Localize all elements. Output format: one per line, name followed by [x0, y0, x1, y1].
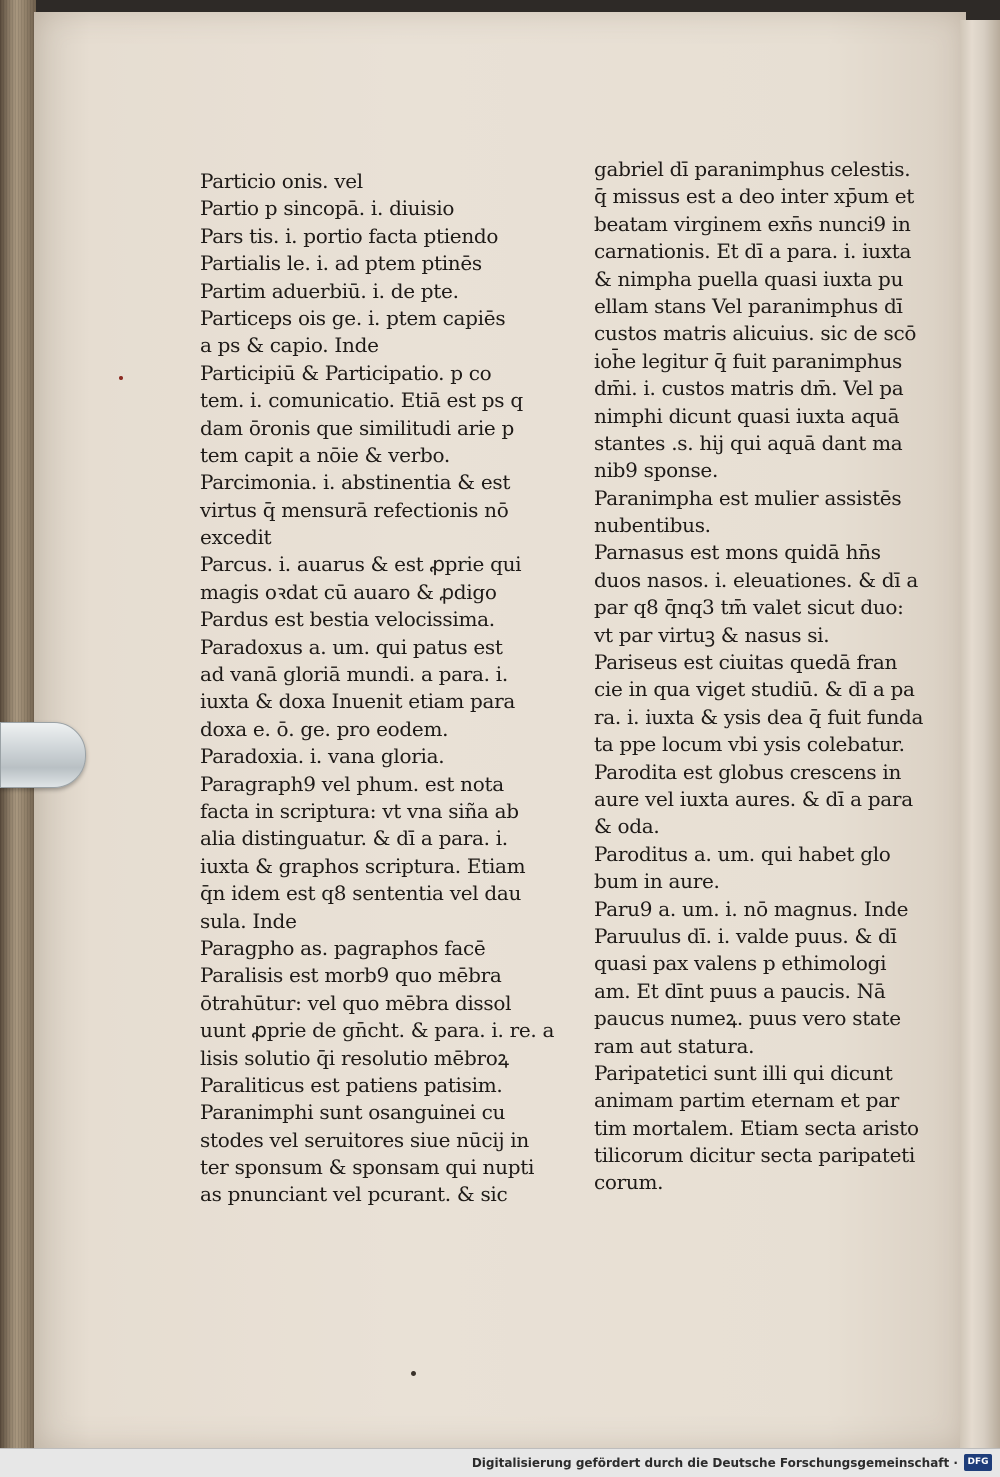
right-text-column	[594, 156, 924, 1197]
left-column-line: Paragpho as. pagraphos facē	[200, 935, 486, 960]
left-column-line: Particeps ois ge. i. ptem capiēs	[200, 305, 506, 330]
left-column-line: lisis solutio q̄i resolutio mēbroꝝ	[200, 1045, 509, 1070]
left-column-line: stodes vel seruitores siue nūcij in	[200, 1127, 529, 1152]
right-column-line: Paranimpha est mulier assistēs	[594, 485, 902, 510]
left-column-line: Paranimphi sunt osanguinei cu	[200, 1100, 506, 1125]
right-column-line: paucus numeꝝ. puus vero state	[594, 1006, 901, 1031]
left-column-line: iuxta & graphos scriptura. Etiam	[200, 853, 526, 878]
left-column-line: Pars tis. i. portio facta ptiendo	[200, 223, 499, 248]
right-column-line: stantes .s. hij qui aquā dant ma	[594, 430, 903, 455]
left-column-line: sula. Inde	[200, 908, 297, 933]
right-column-line: animam partim eternam et par	[594, 1088, 899, 1113]
left-column-line: Paralisis est morb9 quo mēbra	[200, 963, 502, 988]
right-column-line: & nimpha puella quasi iuxta pu	[594, 266, 904, 291]
footer-bar	[0, 1448, 1000, 1477]
left-column-line: Particio onis. vel	[200, 169, 363, 193]
left-column-line: Paradoxia. i. vana gloria.	[200, 744, 445, 769]
left-column-line: virtus q̄ mensurā refectionis nō	[200, 497, 509, 522]
right-column-line: quasi pax valens p ethimologi	[594, 951, 887, 976]
right-column-line: & oda.	[594, 814, 660, 839]
right-column-line: nib9 sponse.	[594, 458, 719, 483]
right-column-line: Paroditus a. um. qui habet glo	[594, 841, 891, 866]
right-column-line: ram aut statura.	[594, 1033, 755, 1058]
right-column-line: corum.	[594, 1170, 664, 1195]
ink-speck	[119, 376, 123, 380]
right-column-line: Paripatetici sunt illi qui dicunt	[594, 1060, 893, 1085]
left-column-line: Partialis le. i. ad ptem ptinēs	[200, 251, 482, 276]
right-column-line: Pariseus est ciuitas quedā fran	[594, 650, 898, 675]
left-column-line: tem capit a nōie & verbo.	[200, 442, 450, 467]
left-column-line: Paraliticus est patiens patisim.	[200, 1072, 503, 1097]
left-column-line: as pnunciant vel pcurant. & sic	[200, 1182, 508, 1207]
right-column-line: ta ppe locum vbi ysis colebatur.	[594, 732, 905, 757]
adjacent-page-bleed	[966, 120, 1000, 880]
page-clip-tab[interactable]	[0, 722, 86, 788]
left-column-line: uunt ꝓprie de gn̄cht. & para. i. re. a	[200, 1018, 555, 1043]
left-column-line: q̄n idem est q8 sententia vel dau	[200, 881, 522, 906]
right-column-line: cie in qua viget studiū. & dī a pa	[594, 677, 915, 702]
left-column-line: facta in scriptura: vt vna siña ab	[200, 798, 519, 823]
right-column-line: tilicorum dicitur secta paripateti	[594, 1143, 916, 1168]
right-column-line: gabriel dī paranimphus celestis.	[594, 157, 911, 181]
right-column-line: am. Et dīnt puus a paucis. Nā	[594, 978, 886, 1003]
right-column-line: duos nasos. i. eleuationes. & dī a	[594, 567, 919, 592]
left-column-line: dam ōronis que similitudi arie p	[200, 415, 515, 440]
left-column-line: Partio p sincopā. i. diuisio	[200, 196, 455, 221]
left-column-line: Parcus. i. auarus & est ꝓprie qui	[200, 552, 522, 577]
right-column-line: custos matris alicuius. sic de scō	[594, 321, 917, 346]
right-column-line: ra. i. iuxta & ysis dea q̄ fuit funda	[594, 704, 924, 729]
right-column-line: par q8 q̄nq3 tm̄ valet sicut duo:	[594, 595, 904, 620]
left-column-line: excedit	[200, 525, 272, 550]
right-column-line: Parnasus est mons quidā hn̄s	[594, 540, 881, 565]
left-text-column	[200, 168, 555, 1209]
left-column-line: ter sponsum & sponsam qui nupti	[200, 1155, 535, 1180]
right-column-line: beatam virginem exn̄s nunci9 in	[594, 211, 911, 236]
dfg-logo-icon: DFG	[964, 1454, 992, 1471]
right-column-line: tim mortalem. Etiam secta aristo	[594, 1115, 919, 1140]
right-column-line: nubentibus.	[594, 513, 711, 538]
right-column-line: carnationis. Et dī a para. i. iuxta	[594, 239, 912, 264]
left-column-line: Partim aduerbiū. i. de pte.	[200, 278, 459, 303]
left-column-line: ad vanā gloriā mundi. a para. i.	[200, 662, 508, 687]
right-column-line: q̄ missus est a deo inter xp̄um et	[594, 184, 914, 209]
left-column-line: Paragraph9 vel phum. est nota	[200, 771, 504, 796]
right-column-line: Paruulus dī. i. valde puus. & dī	[594, 923, 897, 948]
right-column-line: nimphi dicunt quasi iuxta aquā	[594, 403, 900, 428]
left-column-line: doxa e. ō. ge. pro eodem.	[200, 716, 449, 741]
funding-notice: Digitalisierung gefördert durch die Deutsche Forschungsgemeinschaft ·	[471, 1456, 958, 1470]
right-column-line: bum in aure.	[594, 869, 720, 894]
left-column-line: alia distinguatur. & dī a para. i.	[200, 826, 508, 851]
left-column-line: iuxta & doxa Inuenit etiam para	[200, 689, 516, 714]
left-column-line: Participiū & Participatio. p co	[200, 360, 492, 385]
left-column-line: tem. i. comunicatio. Etiā est ps q	[200, 388, 523, 413]
right-column-line: Parodita est globus crescens in	[594, 759, 902, 784]
left-column-line: Paradoxus a. um. qui patus est	[200, 634, 503, 659]
right-column-line: Paru9 a. um. i. nō magnus. Inde	[594, 896, 909, 921]
right-column-line: dm̄i. i. custos matris dm̄. Vel pa	[594, 376, 904, 401]
right-column-line: ioh̄e legitur q̄ fuit paranimphus	[594, 348, 902, 373]
left-column-line: magis oꝛdat cū auaro & ꝓdigo	[200, 579, 497, 604]
left-column-line: Parcimonia. i. abstinentia & est	[200, 470, 511, 495]
left-column-line: ōtrahūtur: vel quo mēbra dissol	[200, 990, 512, 1015]
page-dot	[411, 1371, 416, 1376]
left-column-line: a ps & capio. Inde	[200, 333, 379, 358]
right-column-line: ellam stans Vel paranimphus dī	[594, 293, 903, 318]
right-column-line: vt par virtuꝫ & nasus si.	[594, 622, 830, 647]
right-column-line: aure vel iuxta aures. & dī a para	[594, 786, 913, 811]
left-column-line: Pardus est bestia velocissima.	[200, 607, 495, 632]
